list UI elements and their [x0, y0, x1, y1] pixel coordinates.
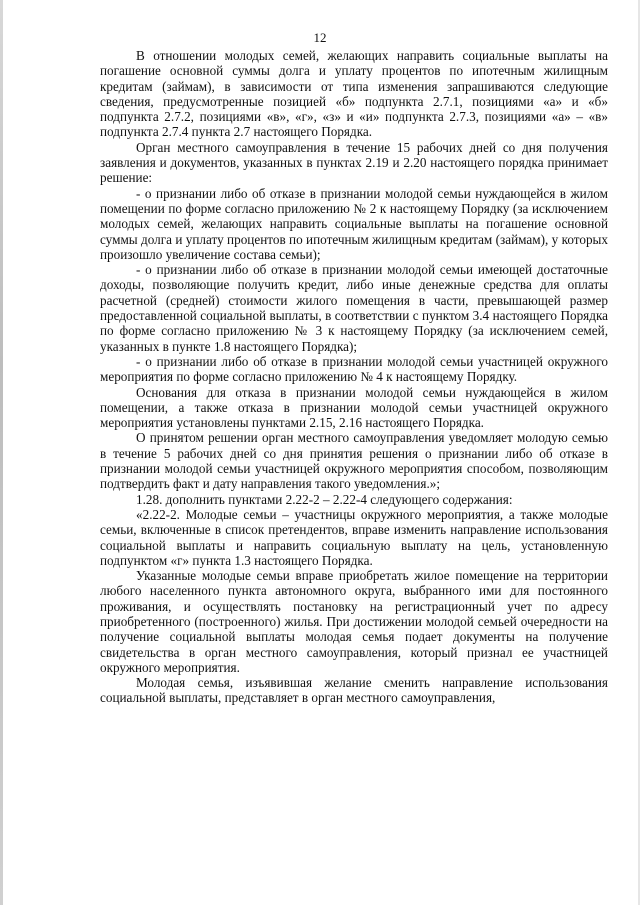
document-body	[100, 48, 608, 706]
paragraph-notification: О принятом решении орган местного самоуправления уведомляет молодую семью в течение 5 рабочих дней со дня принятия решения о признании либо об отказе в признании молодой семьи участницей окружного мероприятия способом, позволяющим подтвердить факт и дату направления такого уведомления.»;	[100, 430, 608, 492]
list-item-sufficient-income: - о признании либо об отказе в признании молодой семьи имеющей достаточные доходы, позволяющие получить кредит, либо иные денежные средства для оплаты расчетной (средней) стоимости жилого помещения в части, превышающей размер предоставленной социальной выплаты, в соответствии с пунктом 3.4 настоящего Порядка по форме согласно приложению № 3 к настоящему Порядку (за исключением семей, указанных в пункте 1.8 настоящего Порядка);	[100, 262, 608, 354]
paragraph-change-direction: Молодая семья, изъявившая желание сменить направление использования социальной выплаты, представляет в орган местного самоуправления,	[100, 675, 608, 706]
paragraph-2-22-2: «2.22-2. Молодые семьи – участницы окружного мероприятия, а также молодые семьи, включенные в список претендентов, вправе изменить направление использования социальной выплаты и направить социальную выплату на цель, установленную подпунктом «г» пункта 1.3 настоящего Порядка.	[100, 506, 608, 568]
list-item-need-housing: - о признании либо об отказе в признании молодой семьи нуждающейся в жилом помещении по форме согласно приложению № 2 к настоящему Порядку (за исключением молодых семей, желающих направить социальные выплаты на погашение основной суммы долга и уплату процентов по ипотечным жилищным кредитам (займам), у которых произошло увеличение состава семьи);	[100, 185, 608, 262]
list-item-participant: - о признании либо об отказе в признании молодой семьи участницей окружного мероприятия по форме согласно приложению № 4 к настоящему Порядку.	[100, 353, 608, 385]
paragraph-refusal-grounds: Основания для отказа в признании молодой семьи нуждающейся в жилом помещении, а также отказа в признании молодой семьи участницей окружного мероприятия установлены пунктами 2.15, 2.16 настоящего Порядка.	[100, 384, 608, 431]
page-number: 12	[313, 30, 327, 45]
scan-left-edge	[0, 0, 3, 905]
paragraph-amendment-128: 1.28. дополнить пунктами 2.22-2 – 2.22-4 следующего содержания:	[136, 491, 513, 507]
paragraph-mortgage-info: В отношении молодых семей, желающих направить социальные выплаты на погашение основной суммы долга и уплату процентов по ипотечным жилищным кредитам (займам), в зависимости от типа изменения запрашиваются следующие сведения, предусмотренные позицией «б» подпункта 2.7.1, позициями «а» и «б» подпункта 2.7.2, позициями «в», «г», «з» и «и» подпункта 2.7.3, позициями «а» – «в» подпункта 2.7.4 пункта 2.7 настоящего Порядка.	[100, 48, 608, 140]
paragraph-decision-intro: Орган местного самоуправления в течение 15 рабочих дней со дня получения заявления и документов, указанных в пунктах 2.19 и 2.20 настоящего порядка принимает решение:	[100, 139, 608, 186]
paragraph-purchase-rights: Указанные молодые семьи вправе приобретать жилое помещение на территории любого населенного пункта автономного округа, выбранного ими для постоянного проживания, и осуществлять постановку на регистрационный учет по адресу приобретенного (построенного) жилья. При достижении молодой семьей очередности на получение социальной выплаты молодая семья подает документы на получение свидетельства в орган местного самоуправления, который признал ее участницей окружного мероприятия.	[100, 568, 608, 675]
